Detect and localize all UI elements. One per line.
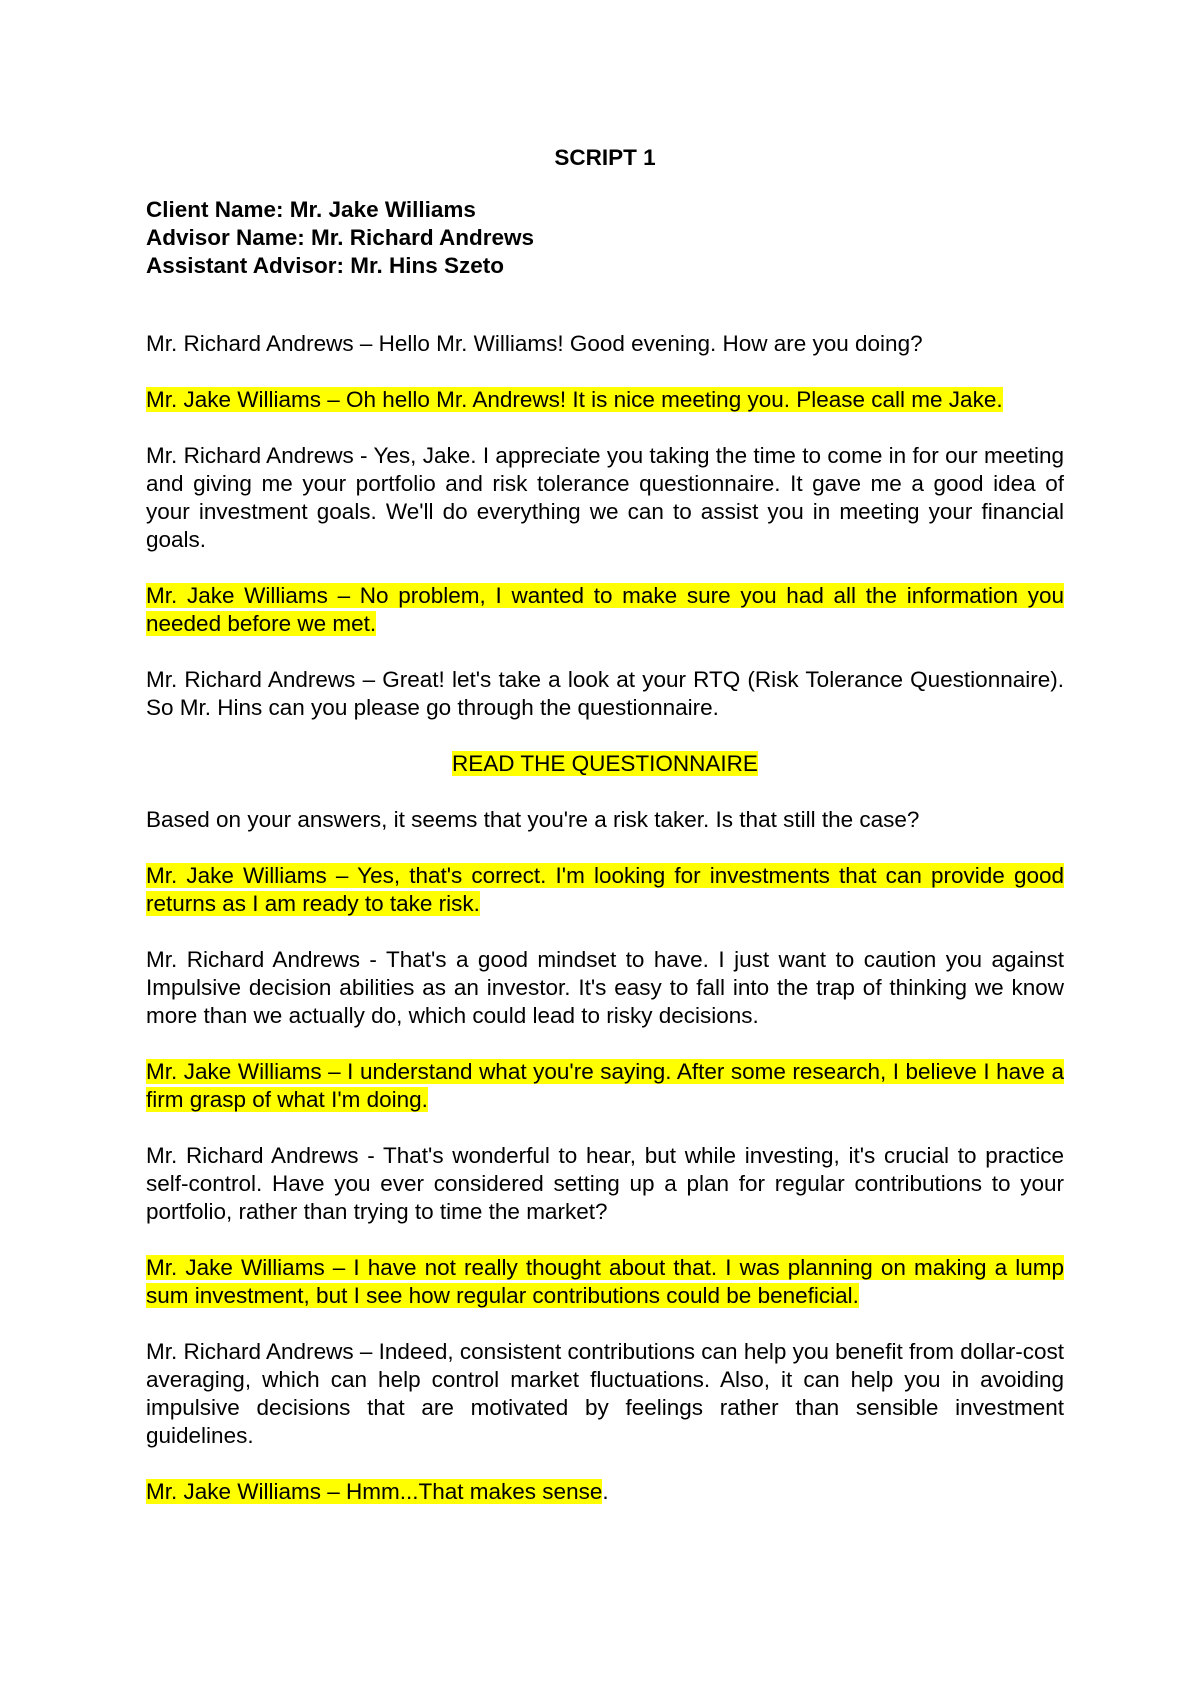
dialogue-paragraph: Mr. Richard Andrews - That's wonderful to hear, but while investing, it's crucial to practice self-control. Have you ever considered setting up a plan for regular contributions to your portfolio, rather than trying to time the market? — [146, 1143, 1064, 1224]
document-page — [146, 144, 1064, 1534]
dialogue-paragraph-highlighted: Mr. Jake Williams – No problem, I wanted to make sure you had all the information you needed before we met. — [146, 583, 1064, 636]
client-name-line: Client Name: Mr. Jake Williams — [146, 197, 476, 222]
dialogue-paragraph: Mr. Richard Andrews - That's a good mindset to have. I just want to caution you against Impulsive decision abilities as an investor. It's easy to fall into the trap of thinking we know more than we actually do, which could lead to risky decisions. — [146, 947, 1064, 1028]
section-marker: READ THE QUESTIONNAIRE — [452, 751, 758, 776]
dialogue-paragraph: Mr. Richard Andrews – Great! let's take a look at your RTQ (Risk Tolerance Questionnaire). So Mr. Hins can you please go through the questionnaire. — [146, 667, 1064, 720]
dialogue-paragraph-highlighted: Mr. Jake Williams – Yes, that's correct. I'm looking for investments that can provide good returns as I am ready to take risk. — [146, 863, 1064, 916]
dialogue-paragraph: Based on your answers, it seems that you're a risk taker. Is that still the case? — [146, 807, 920, 832]
advisor-name-line: Advisor Name: Mr. Richard Andrews — [146, 225, 535, 250]
dialogue-paragraph-highlighted: Mr. Jake Williams – I understand what you're saying. After some research, I believe I have a firm grasp of what I'm doing. — [146, 1059, 1064, 1112]
dialogue-paragraph-highlighted: Mr. Jake Williams – I have not really thought about that. I was planning on making a lump sum investment, but I see how regular contributions could be beneficial. — [146, 1255, 1064, 1308]
dialogue-section-1 — [146, 330, 1064, 722]
dialogue-paragraph: Mr. Richard Andrews – Hello Mr. Williams! Good evening. How are you doing? — [146, 331, 923, 356]
document-title: SCRIPT 1 — [554, 145, 656, 170]
final-dialogue-line: Mr. Jake Williams – Hmm...That makes sense. — [146, 1479, 609, 1504]
dialogue-section-2 — [146, 806, 1064, 1506]
participants-block — [146, 196, 1064, 280]
assistant-advisor-line: Assistant Advisor: Mr. Hins Szeto — [146, 253, 504, 278]
dialogue-paragraph: Mr. Richard Andrews - Yes, Jake. I appreciate you taking the time to come in for our meeting and giving me your portfolio and risk tolerance questionnaire. It gave me a good idea of your investment goals. We'll do everything we can to assist you in meeting your financial goals. — [146, 443, 1064, 552]
dialogue-paragraph-highlighted: Mr. Jake Williams – Oh hello Mr. Andrews! It is nice meeting you. Please call me Jake. — [146, 387, 1003, 412]
dialogue-paragraph: Mr. Richard Andrews – Indeed, consistent contributions can help you benefit from dollar-cost averaging, which can help control market fluctuations. Also, it can help you in avoiding impulsive decisions that are motivated by feelings rather than sensible investment guidelines. — [146, 1339, 1064, 1448]
